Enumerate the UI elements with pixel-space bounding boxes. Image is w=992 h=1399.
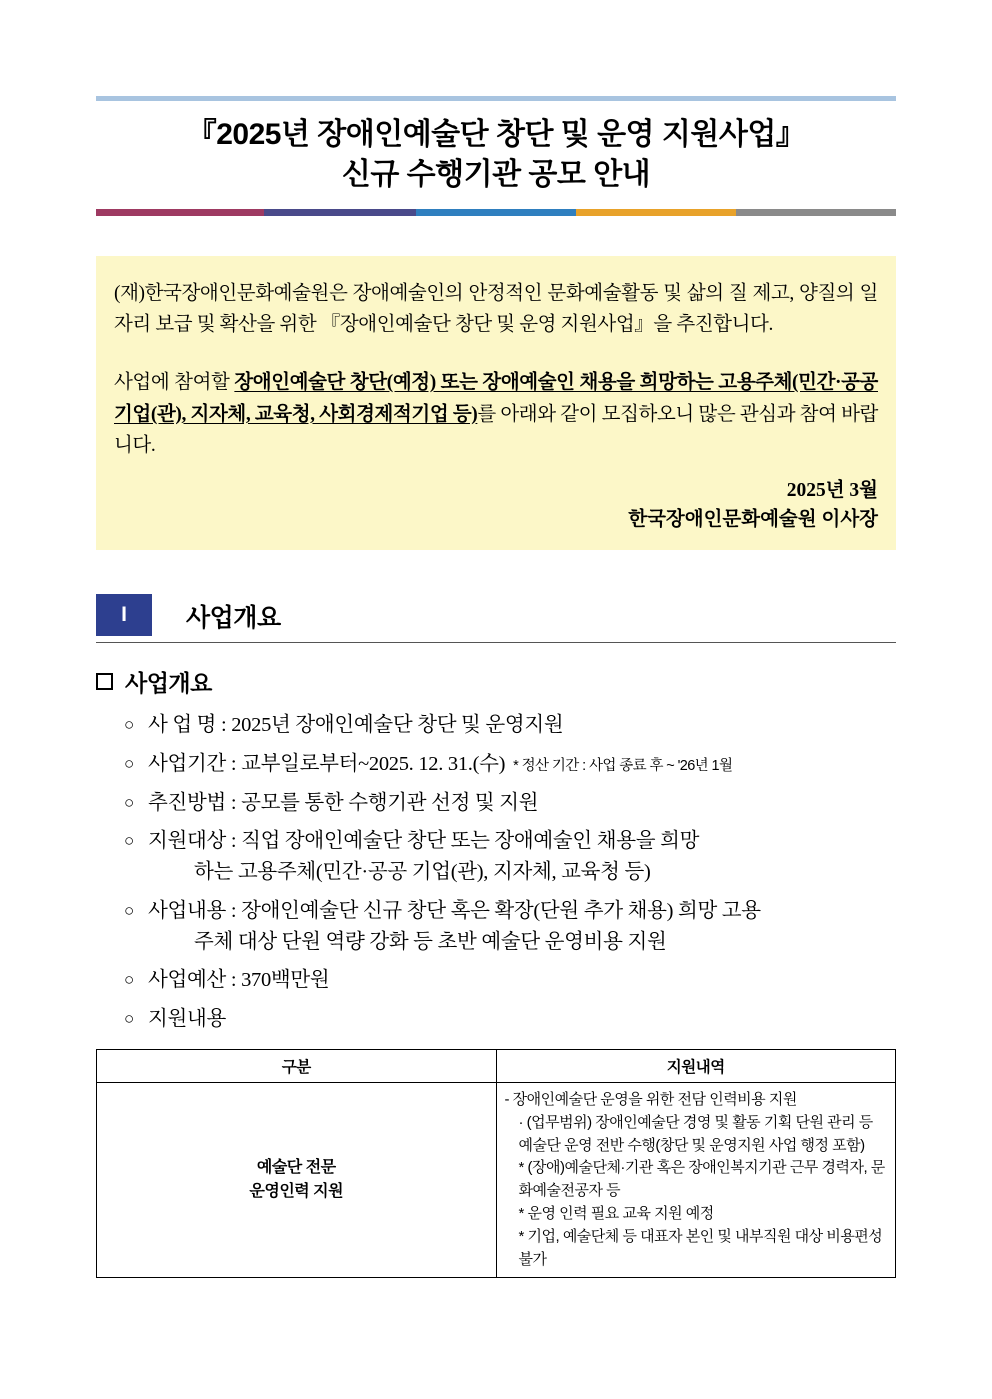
table-header-details: 지원내역 bbox=[496, 1049, 896, 1082]
page-title bbox=[96, 115, 896, 195]
list-item bbox=[124, 965, 896, 996]
list-item-value: 장애인예술단 신규 창단 혹은 확장(단원 추가 채용) 희망 고용 bbox=[241, 899, 761, 922]
list-item-value: 공모를 통한 수행기관 선정 및 지원 bbox=[241, 791, 539, 814]
intro-paragraph-2-before: 사업에 참여할 bbox=[114, 371, 235, 393]
list-item-body bbox=[148, 965, 896, 996]
table-row bbox=[97, 1082, 896, 1277]
list-item-label: 사업예산 : bbox=[148, 969, 242, 992]
list-item-label: 사업내용 : bbox=[148, 899, 242, 922]
color-bar-segment-3 bbox=[416, 209, 576, 216]
section-heading bbox=[96, 594, 896, 643]
subsection-title: 사업개요 bbox=[125, 670, 212, 697]
page-title-line2: 신규 수행기관 공모 안내 bbox=[341, 157, 651, 191]
circle-bullet-icon: ○ bbox=[124, 831, 134, 851]
list-item bbox=[124, 896, 896, 958]
detail-line: * 운영 인력 필요 교육 지원 예정 bbox=[518, 1204, 714, 1222]
list-item-label: 지원내용 bbox=[148, 1008, 227, 1031]
list-item-value: 교부일로부터~2025. 12. 31.(수) bbox=[241, 752, 506, 775]
intro-paragraph-1: (재)한국장애인문화예술원은 장애예술인의 안정적인 문화예술활동 및 삶의 질 제고, 양질의 일자리 보급 및 확산을 위한 『장애인예술단 창단 및 운영 지원사업』을 추진합니다. bbox=[114, 282, 878, 336]
list-item-label: 사업기간 : bbox=[148, 752, 242, 775]
detail-line: - 장애인예술단 운영을 위한 전담 인력비용 지원 bbox=[504, 1090, 797, 1108]
square-bullet-icon bbox=[96, 673, 113, 690]
detail-line: · (업무범위) 장애인예술단 경영 및 활동 기획 단원 관리 등 예술단 운영 전반 수행(창단 및 운영지원 사업 행정 포함) bbox=[518, 1113, 873, 1154]
list-item bbox=[124, 1004, 896, 1035]
list-item-value: 2025년 장애인예술단 창단 및 운영지원 bbox=[231, 714, 564, 737]
page-title-line1: 『2025년 장애인예술단 창단 및 운영 지원사업』 bbox=[186, 118, 806, 151]
circle-bullet-icon: ○ bbox=[124, 753, 134, 773]
list-item bbox=[124, 710, 896, 741]
category-line-2: 운영인력 지원 bbox=[249, 1183, 344, 1201]
circle-bullet-icon: ○ bbox=[124, 970, 134, 990]
list-item-value-continued: 주체 대상 단원 역량 강화 등 초반 예술단 운영비용 지원 bbox=[194, 930, 667, 953]
color-bar-segment-5 bbox=[736, 209, 896, 216]
intro-highlight-box bbox=[96, 256, 896, 550]
intro-paragraph-2 bbox=[114, 367, 878, 462]
table-header-row bbox=[97, 1049, 896, 1082]
title-color-bar bbox=[96, 209, 896, 216]
list-item bbox=[124, 826, 896, 888]
section-title: 사업개요 bbox=[186, 604, 281, 633]
document-page bbox=[0, 96, 992, 1399]
table-cell-category bbox=[97, 1082, 497, 1277]
list-item-body bbox=[148, 826, 896, 888]
list-item-body bbox=[148, 710, 896, 741]
support-details-table bbox=[96, 1049, 896, 1278]
circle-bullet-icon: ○ bbox=[124, 1009, 134, 1029]
table-header-category: 구분 bbox=[97, 1049, 497, 1082]
signature-organization: 한국장애인문화예술원 이사장 bbox=[628, 508, 878, 530]
list-item-value: 직업 장애인예술단 창단 또는 장애예술인 채용을 희망 bbox=[241, 830, 700, 853]
detail-line: * (장애)예술단체·기관 혹은 장애인복지기관 근무 경력자, 문화예술전공자 등 bbox=[518, 1159, 885, 1200]
list-item bbox=[124, 788, 896, 819]
section-number-badge: I bbox=[96, 594, 152, 636]
title-top-rule bbox=[96, 96, 896, 101]
subsection-heading bbox=[96, 665, 896, 698]
list-item-label: 사 업 명 : bbox=[148, 714, 232, 737]
list-item-label: 지원대상 : bbox=[148, 830, 242, 853]
intro-paragraph-2-after: 를 아래와 같이 모집하오니 많은 관심과 참여 바랍니다. bbox=[114, 403, 878, 457]
detail-line: * 기업, 예술단체 등 대표자 본인 및 내부직원 대상 비용편성 불가 bbox=[518, 1227, 883, 1268]
color-bar-segment-4 bbox=[576, 209, 736, 216]
category-line-1: 예술단 전문 bbox=[256, 1159, 336, 1177]
table-cell-details bbox=[496, 1082, 896, 1277]
list-item-note: * 정산 기간 : 사업 종료 후 ~ '26년 1월 bbox=[513, 757, 733, 774]
list-item-body bbox=[148, 1004, 896, 1035]
overview-list bbox=[96, 710, 896, 1035]
list-item-body bbox=[148, 896, 896, 958]
list-item bbox=[124, 749, 896, 780]
list-item-body bbox=[148, 749, 896, 780]
intro-signature bbox=[114, 476, 878, 535]
list-item-value: 370백만원 bbox=[241, 969, 330, 992]
color-bar-segment-2 bbox=[264, 209, 416, 216]
list-item-value-continued: 하는 고용주체(민간·공공 기업(관), 지자체, 교육청 등) bbox=[194, 861, 651, 884]
intro-paragraph-2-emphasis: 장애인예술단 창단(예정) 또는 장애예술인 채용을 희망하는 고용주체(민간·공공 기업(관), 지자체, 교육청, 사회경제적기업 등) bbox=[114, 371, 878, 425]
circle-bullet-icon: ○ bbox=[124, 900, 134, 920]
circle-bullet-icon: ○ bbox=[124, 792, 134, 812]
color-bar-segment-1 bbox=[96, 209, 264, 216]
list-item-body bbox=[148, 788, 896, 819]
list-item-label: 추진방법 : bbox=[148, 791, 242, 814]
circle-bullet-icon: ○ bbox=[124, 715, 134, 735]
signature-date: 2025년 3월 bbox=[786, 479, 878, 501]
